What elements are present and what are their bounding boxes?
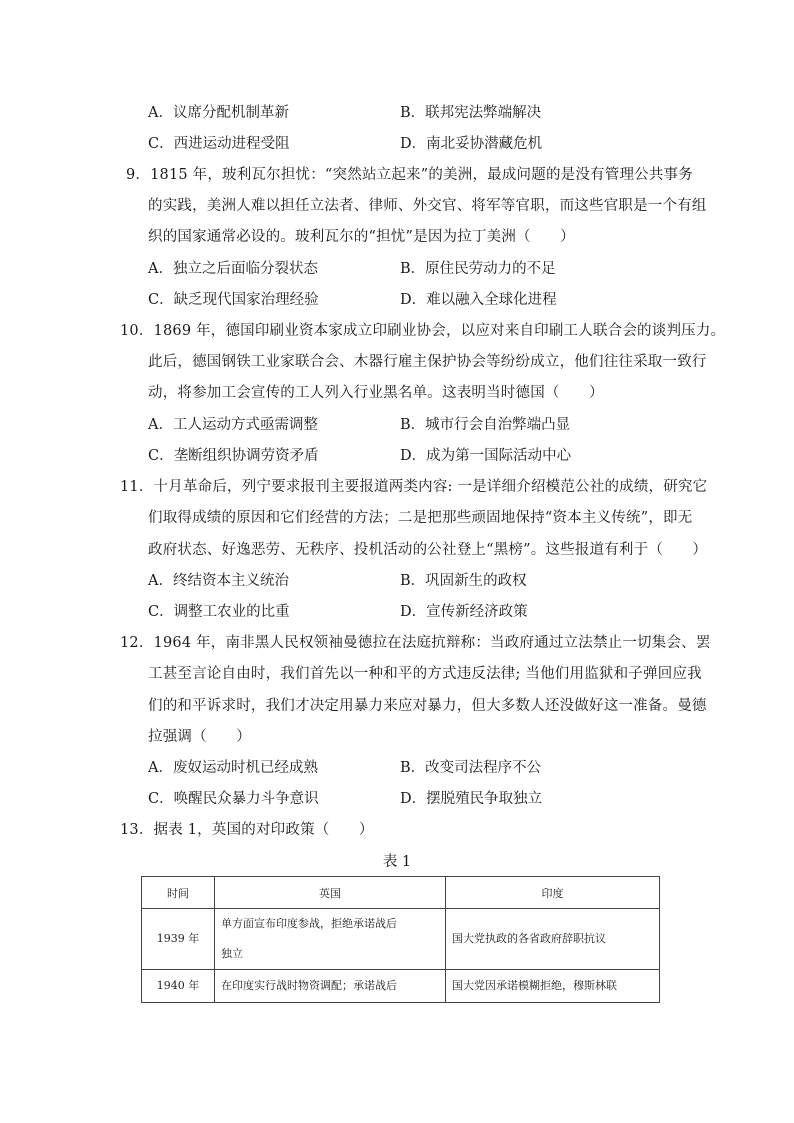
q11-stem-line: 政府状态、好逸恶劳、无秩序、投机活动的公社登上“黑榜”。这些报道有利于（ ） [148, 542, 708, 558]
q9-stem-line: 的实践，美洲人难以担任立法者、律师、外交官、将军等官职，而这些官职是一个有组 [148, 198, 707, 214]
q10-option-b: B．城市行会自治弊端凸显 [400, 417, 571, 433]
header-uk: 英国 [215, 877, 446, 909]
q10-stem-line: 此后，德国钢铁工业家联合会、木器行雇主保护协会等纷纷成立，他们往往采取一致行 [148, 354, 707, 370]
q12-option-c: C．唤醒民众暴力斗争意识 [148, 791, 319, 807]
q9-option-b: B．原住民劳动力的不足 [400, 261, 556, 277]
cell-india: 国大党执政的各省政府辞职抗议 [446, 909, 660, 970]
q11-option-a: A．终结资本主义统治 [148, 573, 289, 589]
q9-stem-line: 织的国家通常必设的。玻利瓦尔的“担忧”是因为拉丁美洲（ ） [148, 229, 575, 245]
q13-stem: 13．据表 1，英国的对印政策（ ） [120, 822, 374, 838]
table-row [142, 909, 660, 970]
q11-stem-line: 11．十月革命后，列宁要求报刊主要报道两类内容: 一是详细介绍模范公社的成绩，研究它 [120, 479, 708, 495]
q9-option-c: C．缺乏现代国家治理经验 [148, 292, 319, 308]
q10-option-c: C．垄断组织协调劳资矛盾 [148, 448, 319, 464]
q12-stem-line: 工甚至言论自由时，我们首先以一种和平的方式违反法律; 当他们用监狱和子弹回应我 [148, 666, 702, 682]
q8-option-a: A．议席分配机制革新 [148, 105, 289, 121]
table-row [142, 970, 660, 1003]
q8-option-d: D．南北妥协潜藏危机 [400, 136, 543, 152]
cell-uk [215, 909, 446, 970]
q10-option-a: A．工人运动方式亟需调整 [148, 417, 318, 433]
q8-option-c: C．西进运动进程受阻 [148, 136, 290, 152]
history-table [141, 876, 660, 1003]
cell-uk-line: 单方面宣布印度参战，拒绝承诺战后 [221, 917, 397, 930]
cell-india: 国大党因承诺模糊拒绝，穆斯林联 [446, 970, 660, 1003]
table-caption: 表 1 [382, 854, 412, 870]
q11-stem-line: 们取得成绩的原因和它们经营的方法；二是把那些顽固地保持“资本主义传统”，即无 [148, 510, 693, 526]
q12-stem-line: 12．1964 年，南非黑人民权领袖曼德拉在法庭抗辩称：当政府通过立法禁止一切集会、罢 [120, 635, 711, 651]
q9-option-d: D．难以融入全球化进程 [400, 292, 557, 308]
q12-stem-line: 们的和平诉求时，我们才决定用暴力来应对暴力，但大多数人还没做好这一准备。曼德 [148, 698, 707, 714]
q10-stem-line: 10．1869 年，德国印刷业资本家成立印刷业协会，以应对来自印刷工人联合会的谈判压力。 [120, 323, 726, 339]
q11-option-b: B．巩固新生的政权 [400, 573, 527, 589]
q12-option-a: A．废奴运动时机已经成熟 [148, 760, 318, 776]
q8-option-b: B．联邦宪法弊端解决 [400, 105, 542, 121]
q11-option-c: C．调整工农业的比重 [148, 604, 290, 620]
q9-stem-line: 9．1815 年，玻利瓦尔担忧：“突然站立起来”的美洲，最成问题的是没有管理公共事务 [126, 167, 693, 183]
cell-time: 1940 年 [142, 970, 215, 1003]
q11-option-d: D．宣传新经济政策 [400, 604, 528, 620]
cell-uk: 在印度实行战时物资调配；承诺战后 [215, 970, 446, 1003]
q9-option-a: A．独立之后面临分裂状态 [148, 261, 318, 277]
q12-stem-line: 拉强调（ ） [148, 729, 251, 745]
q12-option-b: B．改变司法程序不公 [400, 760, 542, 776]
q10-stem-line: 动，将参加工会宣传的工人列入行业黑名单。这表明当时德国（ ） [148, 385, 604, 401]
cell-time: 1939 年 [142, 909, 215, 970]
cell-uk-line: 独立 [221, 947, 243, 960]
q10-option-d: D．成为第一国际活动中心 [400, 448, 572, 464]
table-header-row [142, 877, 660, 909]
header-time: 时间 [142, 877, 215, 909]
header-india: 印度 [446, 877, 660, 909]
q12-option-d: D．摆脱殖民争取独立 [400, 791, 543, 807]
